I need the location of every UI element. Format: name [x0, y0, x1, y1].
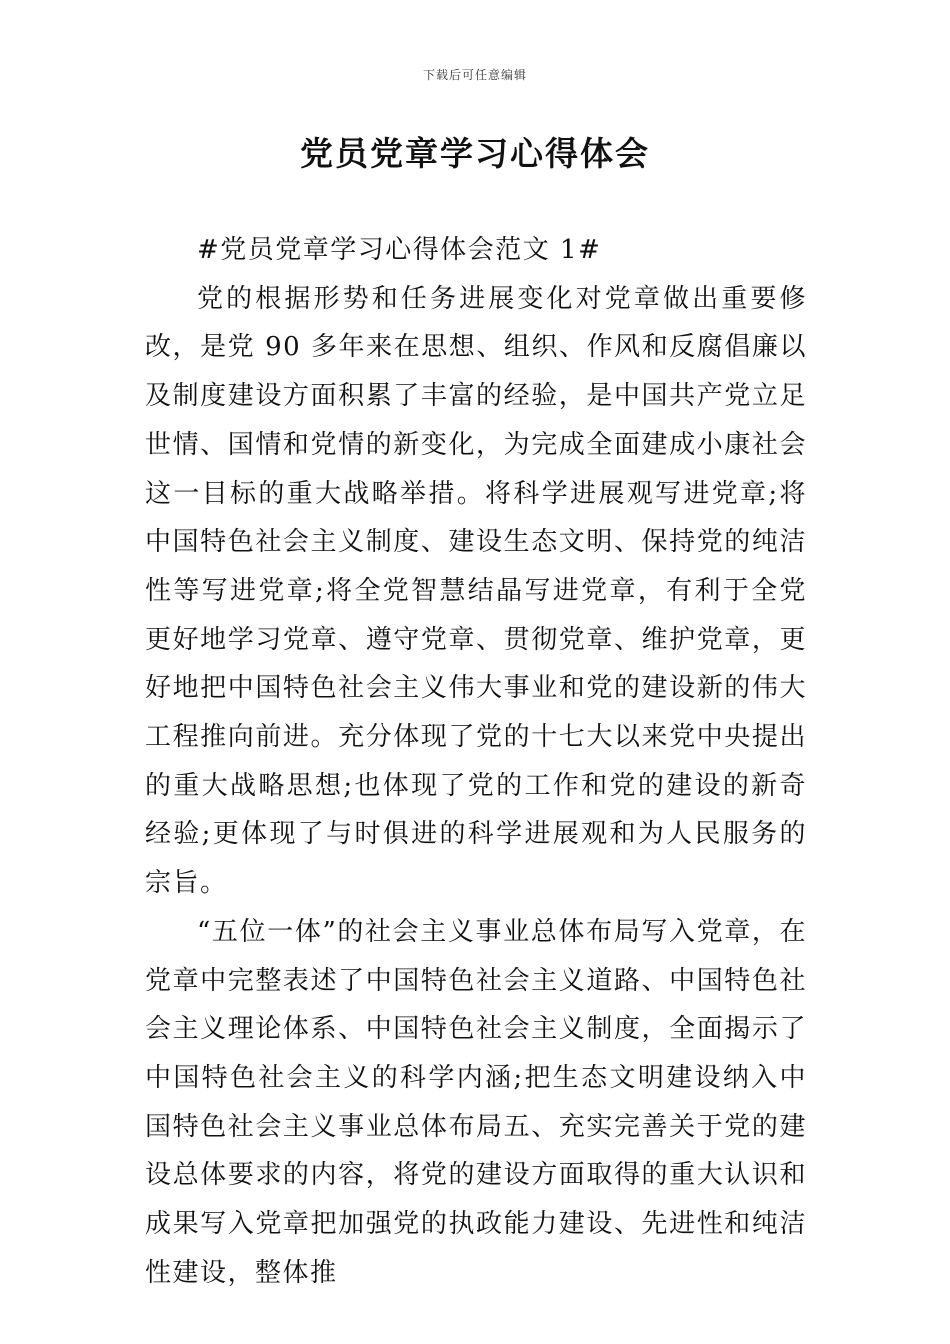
paragraph: “五位一体”的社会主义事业总体布局写入党章，在党章中完整表述了中国特色社会主义道路、中国特色社会主义理论体系、中国特色社会主义制度，全面揭示了中国特色社会主义的科学内涵;把生态文明建设纳入中国特色社会主义事业总体布局五、充实完善关于党的建设总体要求的内容，将党的建设方面取得的重大认识和成果写入党章把加强党的执政能力建设、先进性和纯洁性建设，整体推 — [145, 916, 807, 1288]
section-heading: #党员党章学习心得体会范文 1# — [197, 235, 602, 265]
document-body — [145, 226, 807, 1297]
document-title: 党员党章学习心得体会 — [300, 134, 650, 173]
header-note: 下载后可任意编辑 — [422, 68, 527, 82]
paragraph: 党的根据形势和任务进展变化对党章做出重要修改，是党 90 多年来在思想、组织、作风和反腐倡廉以及制度建设方面积累了丰富的经验，是中国共产党立足世情、国情和党情的新变化，为完成全面建成小康社会这一目标的重大战略举措。将科学进展观写进党章;将中国特色社会主义制度、建设生态文明、保持党的纯洁性等写进党章;将全党智慧结晶写进党章，有利于全党更好地学习党章、遵守党章、贯彻党章、维护党章，更好地把中国特色社会主义伟大事业和党的建设新的伟大工程推向前进。充分体现了党的十七大以来党中央提出的重大战略思想;也体现了党的工作和党的建设的新奇经验;更体现了与时俱进的科学进展观和为人民服务的宗旨。 — [145, 283, 807, 899]
